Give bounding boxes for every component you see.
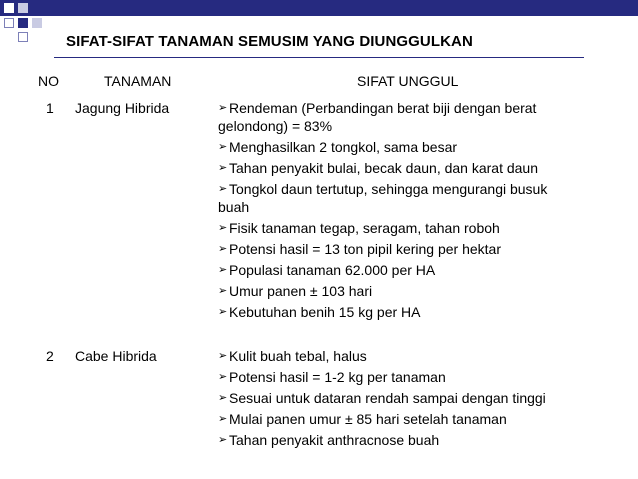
trait-text: Menghasilkan 2 tongkol, sama besar: [229, 139, 458, 155]
arrow-bullet-icon: ➢: [218, 141, 228, 153]
trait-text: buah: [218, 199, 250, 215]
arrow-bullet-icon: ➢: [218, 350, 228, 362]
list-item: [218, 138, 593, 156]
top-banner: [0, 0, 638, 16]
square-decor: [18, 3, 28, 13]
arrow-bullet-icon: ➢: [218, 162, 228, 174]
page-title: SIFAT-SIFAT TANAMAN SEMUSIM YANG DIUNGGULKAN: [66, 33, 473, 50]
arrow-bullet-icon: ➢: [218, 243, 228, 255]
row-number: 2: [46, 348, 54, 364]
plant-name: Cabe Hibrida: [75, 348, 157, 364]
arrow-bullet-icon: ➢: [218, 413, 228, 425]
trait-text: Tahan penyakit anthracnose buah: [229, 432, 440, 448]
trait-text: Tahan penyakit bulai, becak daun, dan karat daun: [229, 160, 539, 176]
list-item: [218, 410, 593, 428]
list-item: [218, 240, 593, 258]
row-number: 1: [46, 100, 54, 116]
arrow-bullet-icon: ➢: [218, 264, 228, 276]
trait-text: Potensi hasil = 1-2 kg per tanaman: [229, 369, 446, 385]
arrow-bullet-icon: ➢: [218, 371, 228, 383]
list-item: [218, 219, 593, 237]
trait-text: Populasi tanaman 62.000 per HA: [229, 262, 436, 278]
trait-text: Potensi hasil = 13 ton pipil kering per hektar: [229, 241, 501, 257]
trait-text: Rendeman (Perbandingan berat biji dengan berat: [229, 100, 537, 116]
list-item: [218, 198, 593, 216]
trait-text: gelondong) = 83%: [218, 118, 333, 134]
trait-text: Umur panen ± 103 hari: [229, 283, 373, 299]
list-item: [218, 180, 593, 198]
square-decor: [4, 3, 14, 13]
list-item: [218, 347, 593, 365]
plant-name: Jagung Hibrida: [75, 100, 170, 116]
arrow-bullet-icon: ➢: [218, 183, 228, 195]
list-item: [218, 99, 593, 117]
title-divider: [54, 57, 584, 58]
header-tanaman: TANAMAN: [104, 73, 172, 89]
list-item: [218, 159, 593, 177]
square-decor: [18, 18, 28, 28]
arrow-bullet-icon: ➢: [218, 434, 228, 446]
list-item: [218, 117, 593, 135]
trait-text: Sesuai untuk dataran rendah sampai dengan tinggi: [229, 390, 546, 406]
list-item: [218, 389, 593, 407]
header-no: NO: [38, 73, 59, 89]
square-decor: [4, 18, 14, 28]
trait-text: Fisik tanaman tegap, seragam, tahan roboh: [229, 220, 500, 236]
arrow-bullet-icon: ➢: [218, 306, 228, 318]
square-decor: [18, 32, 28, 42]
header-sifat-unggul: SIFAT UNGGUL: [357, 73, 459, 89]
list-item: [218, 282, 593, 300]
arrow-bullet-icon: ➢: [218, 222, 228, 234]
trait-list-cabe: [218, 347, 593, 452]
arrow-bullet-icon: ➢: [218, 102, 228, 114]
list-item: [218, 368, 593, 386]
trait-text: Mulai panen umur ± 85 hari setelah tanaman: [229, 411, 507, 427]
decorative-squares: [0, 0, 50, 45]
list-item: [218, 431, 593, 449]
square-decor: [32, 18, 42, 28]
trait-text: Kebutuhan benih 15 kg per HA: [229, 304, 421, 320]
trait-list-jagung: [218, 99, 593, 324]
list-item: [218, 303, 593, 321]
arrow-bullet-icon: ➢: [218, 285, 228, 297]
arrow-bullet-icon: ➢: [218, 392, 228, 404]
list-item: [218, 261, 593, 279]
trait-text: Tongkol daun tertutup, sehingga mengurangi busuk: [229, 181, 548, 197]
trait-text: Kulit buah tebal, halus: [229, 348, 367, 364]
